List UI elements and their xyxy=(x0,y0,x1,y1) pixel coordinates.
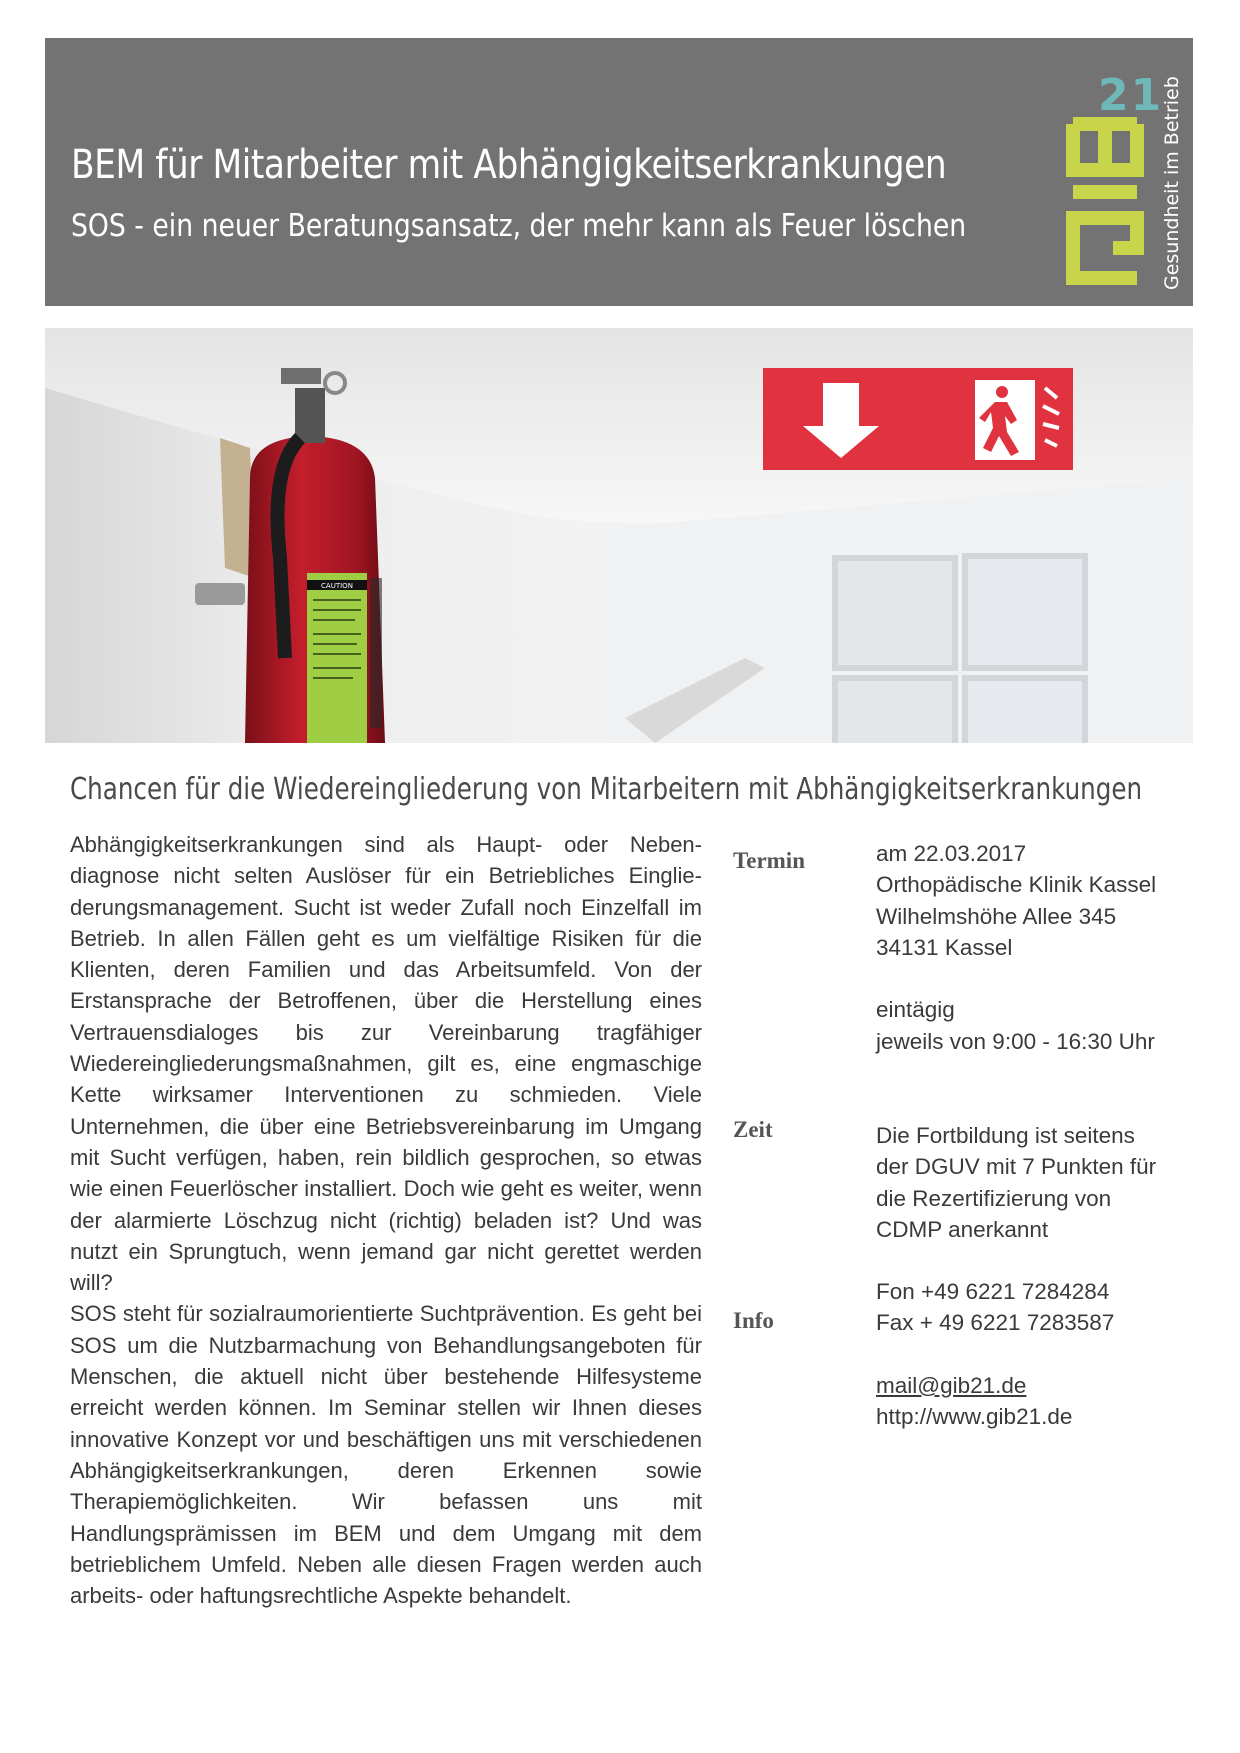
svg-text:CAUTION: CAUTION xyxy=(321,582,353,590)
termin-duration: eintägig xyxy=(876,997,955,1023)
termin-date: am 22.03.2017 xyxy=(876,841,1027,866)
termin-hours: jeweils von 9:00 - 16:30 Uhr xyxy=(876,1028,1155,1054)
termin-label: Termin xyxy=(733,848,805,873)
zeit-line: Die Fortbildung ist seitens xyxy=(876,1123,1135,1148)
termin-street: Wilhelmshöhe Allee 345 xyxy=(876,903,1117,929)
page-subtitle: SOS - ein neuer Beratungsansatz, der mehr kann als Feuer löschen xyxy=(71,208,967,244)
emergency-exit-sign-icon xyxy=(763,368,1073,470)
body-paragraph: SOS steht für sozialraumorientierte Suchtprävention. Es geht bei SOS um die Nutzbarmachung von Behandlungsangeboten für Menschen, die aktuell nicht über bestehende Hilfesysteme erreicht werden können. Im Seminar stellen wir Ihnen dieses innovative Konzept vor und beschäftigen uns mit verschiedenen Abhängigkeitserkrankungen, deren Erkennen sowie Therapiemöglichkeiten. Wir befassen uns mit Handlungsprämissen im BEM und dem Umgang mit dem betrieblichem Umfeld. Neben alle diesen Fragen werden auch arbeits- oder haftungsrechtliche Aspekte behandelt. xyxy=(70,1301,702,1609)
body-text xyxy=(70,829,702,1611)
body-paragraph: Abhängigkeitserkrankungen sind als Haupt- oder Nebendiagnose nicht selten Auslöser für ein Betriebliches Eingliederungsmanagement. Sucht ist weder Zufall noch Einzelfall im Betrieb. In allen Fällen geht es um vielfältige Risiken für die Klienten, deren Familien und das Arbeitsumfeld. Von der Erstansprache der Betroffenen, über die Herstellung eines Vertrauensdialoges bis zur Vereinbarung tragfähiger Wiedereingliederungsmaßnahmen, gilt es, eine engmaschige Kette wirksamer Interventionen zu schmieden. Viele Unternehmen, die über eine Betriebsvereinbarung im Umgang mit Sucht verfügen, haben, rein bildlich gesprochen, so etwas wie einen Feuerlöscher installiert. Doch wie geht es weiter, wenn der alarmierte Löschzug nicht (richtig) beladen ist? Und was nutzt ein Sprungtuch, wenn jemand gar nicht gerettet werden will? xyxy=(70,832,702,1296)
fax-number: Fax + 49 6221 7283587 xyxy=(876,1310,1115,1336)
logo-number: 21 xyxy=(1098,70,1164,121)
termin-venue: Orthopädische Klinik Kassel xyxy=(876,872,1157,898)
termin-block xyxy=(876,838,1206,1057)
info-block xyxy=(876,1276,1206,1432)
header-banner xyxy=(45,38,1193,306)
page-title: BEM für Mitarbeiter mit Abhängigkeitserkrankungen xyxy=(71,142,947,188)
logo-gib-mark xyxy=(1073,124,1137,278)
termin-city: 34131 Kassel xyxy=(876,934,1013,960)
website-link[interactable]: http://www.gib21.de xyxy=(876,1404,1073,1430)
hero-photo xyxy=(45,328,1193,743)
logo-tagline: Gesundheit im Betrieb xyxy=(1161,76,1183,290)
zeit-line: CDMP anerkannt xyxy=(876,1216,1049,1242)
section-heading: Chancen für die Wiedereingliederung von Mitarbeitern mit Abhängigkeitserkrankungen xyxy=(70,772,1143,807)
zeit-line: die Rezertifizierung von xyxy=(876,1185,1112,1211)
zeit-label: Zeit xyxy=(733,1117,773,1142)
email-link[interactable]: mail@gib21.de xyxy=(876,1372,1027,1398)
info-label: Info xyxy=(733,1308,774,1333)
phone-number: Fon +49 6221 7284284 xyxy=(876,1279,1110,1304)
zeit-line: der DGUV mit 7 Punkten für xyxy=(876,1154,1157,1180)
zeit-block xyxy=(876,1120,1206,1245)
